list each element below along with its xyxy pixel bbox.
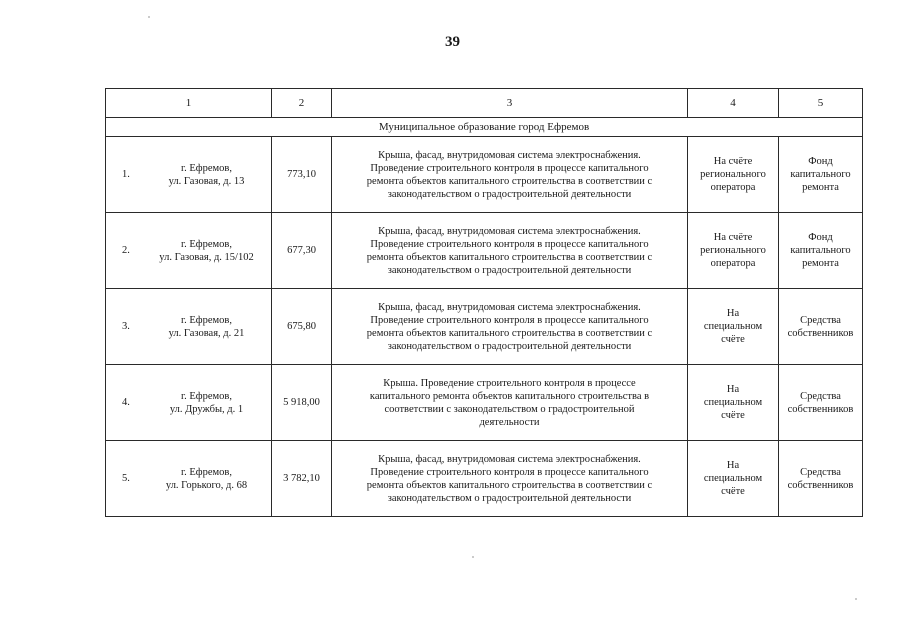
funding-cell: [779, 289, 863, 365]
funding-line: собственников: [787, 479, 854, 491]
funding-line: Средства: [800, 390, 841, 402]
funding-cell: [779, 365, 863, 441]
row-number: 1.: [122, 169, 130, 180]
account-line: специальном: [703, 321, 763, 332]
funding-cell: [779, 137, 863, 213]
scan-speck: [148, 16, 150, 18]
work-line: соответствии с законодательством о градостроительной: [384, 403, 635, 415]
address-line: ул. Газовая, д. 13: [168, 175, 245, 187]
account-cell: [688, 365, 779, 441]
account-line: счёте: [721, 334, 745, 345]
row-number: 3.: [122, 321, 130, 332]
account-line: счёте: [721, 410, 745, 421]
address-line: г. Ефремов,: [181, 390, 232, 402]
address-cell: [106, 365, 272, 441]
address-line: г. Ефремов,: [181, 238, 232, 250]
scan-speck: [855, 598, 857, 600]
work-line: ремонта объектов капитального строительства в соответствии с: [366, 251, 653, 263]
area-cell: 773,10: [272, 137, 332, 213]
address: [146, 466, 267, 492]
work-description-cell: [332, 365, 688, 441]
scan-speck: [472, 556, 474, 558]
row-number: 5.: [122, 473, 130, 484]
address-line: ул. Газовая, д. 15/102: [159, 251, 254, 263]
table-row: [106, 365, 863, 441]
capital-repair-table: [105, 88, 863, 517]
section-title: Муниципальное образование город Ефремов: [106, 118, 863, 137]
work-description-cell: [332, 441, 688, 517]
work-line: Крыша, фасад, внутридомовая система электроснабжения.: [378, 225, 641, 237]
work-line: Крыша, фасад, внутридомовая система электроснабжения.: [378, 301, 641, 313]
column-header-1: 1: [106, 89, 272, 118]
work-line: ремонта объектов капитального строительства в соответствии с: [366, 175, 653, 187]
account-line: счёте: [721, 486, 745, 497]
area-cell: 675,80: [272, 289, 332, 365]
work-description-cell: [332, 213, 688, 289]
work-line: Крыша. Проведение строительного контроля в процессе: [383, 377, 636, 389]
work-description-cell: [332, 289, 688, 365]
column-header-3: 3: [332, 89, 688, 118]
work-line: законодательством о градостроительной деятельности: [387, 188, 632, 200]
funding-line: Средства: [800, 466, 841, 478]
area-cell: 3 782,10: [272, 441, 332, 517]
funding-cell: [779, 441, 863, 517]
work-line: Проведение строительного контроля в процессе капитального: [370, 466, 649, 478]
address: [146, 238, 267, 264]
work-line: Крыша, фасад, внутридомовая система электроснабжения.: [378, 149, 641, 161]
account-line: специальном: [703, 473, 763, 484]
account-line: На счёте: [713, 156, 753, 167]
account-line: На счёте: [713, 232, 753, 243]
address-line: ул. Дружбы, д. 1: [169, 403, 244, 415]
account-line: специальном: [703, 397, 763, 408]
account-line: На: [726, 460, 740, 471]
table-row: [106, 441, 863, 517]
funding-line: ремонта: [802, 258, 839, 269]
row-number: 4.: [122, 397, 130, 408]
funding-cell: [779, 213, 863, 289]
funding-line: ремонта: [802, 182, 839, 193]
funding-line: капитального: [790, 245, 851, 256]
address-line: г. Ефремов,: [181, 466, 232, 478]
page-number: 39: [445, 34, 460, 50]
area-cell: 5 918,00: [272, 365, 332, 441]
funding-line: Фонд: [808, 156, 833, 167]
work-line: ремонта объектов капитального строительства в соответствии с: [366, 479, 653, 491]
table-row: [106, 137, 863, 213]
address-cell: [106, 441, 272, 517]
funding-line: капитального: [790, 169, 851, 180]
account-line: регионального: [700, 169, 766, 180]
work-line: Крыша, фасад, внутридомовая система электроснабжения.: [378, 453, 641, 465]
work-line: Проведение строительного контроля в процессе капитального: [370, 314, 649, 326]
address: [146, 314, 267, 340]
address: [146, 390, 267, 416]
account-cell: [688, 137, 779, 213]
column-header-4: 4: [688, 89, 779, 118]
table-row: [106, 213, 863, 289]
address-cell: [106, 289, 272, 365]
work-line: Проведение строительного контроля в процессе капитального: [370, 238, 649, 250]
address-line: г. Ефремов,: [181, 162, 232, 174]
account-line: оператора: [710, 182, 756, 193]
account-line: На: [726, 384, 740, 395]
account-cell: [688, 213, 779, 289]
table-header-row: [106, 89, 863, 118]
funding-line: Фонд: [808, 232, 833, 243]
funding-line: собственников: [787, 327, 854, 339]
address-line: ул. Газовая, д. 21: [168, 327, 245, 339]
work-description-cell: [332, 137, 688, 213]
work-line: капитального ремонта объектов капитального строительства в: [369, 390, 650, 402]
address-line: ул. Горького, д. 68: [165, 479, 248, 491]
address-cell: [106, 137, 272, 213]
address-line: г. Ефремов,: [181, 314, 232, 326]
address-cell: [106, 213, 272, 289]
row-number: 2.: [122, 245, 130, 256]
column-header-2: 2: [272, 89, 332, 118]
work-line: законодательством о градостроительной деятельности: [387, 264, 632, 276]
funding-line: собственников: [787, 403, 854, 415]
account-line: регионального: [700, 245, 766, 256]
work-line: ремонта объектов капитального строительства в соответствии с: [366, 327, 653, 339]
section-row: [106, 118, 863, 137]
column-header-5: 5: [779, 89, 863, 118]
funding-line: Средства: [800, 314, 841, 326]
account-cell: [688, 441, 779, 517]
work-line: законодательством о градостроительной деятельности: [387, 340, 632, 352]
account-cell: [688, 289, 779, 365]
area-cell: 677,30: [272, 213, 332, 289]
table-body: [106, 89, 863, 517]
address: [146, 162, 267, 188]
work-line: деятельности: [479, 416, 540, 428]
work-line: Проведение строительного контроля в процессе капитального: [370, 162, 649, 174]
work-line: законодательством о градостроительной деятельности: [387, 492, 632, 504]
account-line: На: [726, 308, 740, 319]
table-row: [106, 289, 863, 365]
account-line: оператора: [710, 258, 756, 269]
